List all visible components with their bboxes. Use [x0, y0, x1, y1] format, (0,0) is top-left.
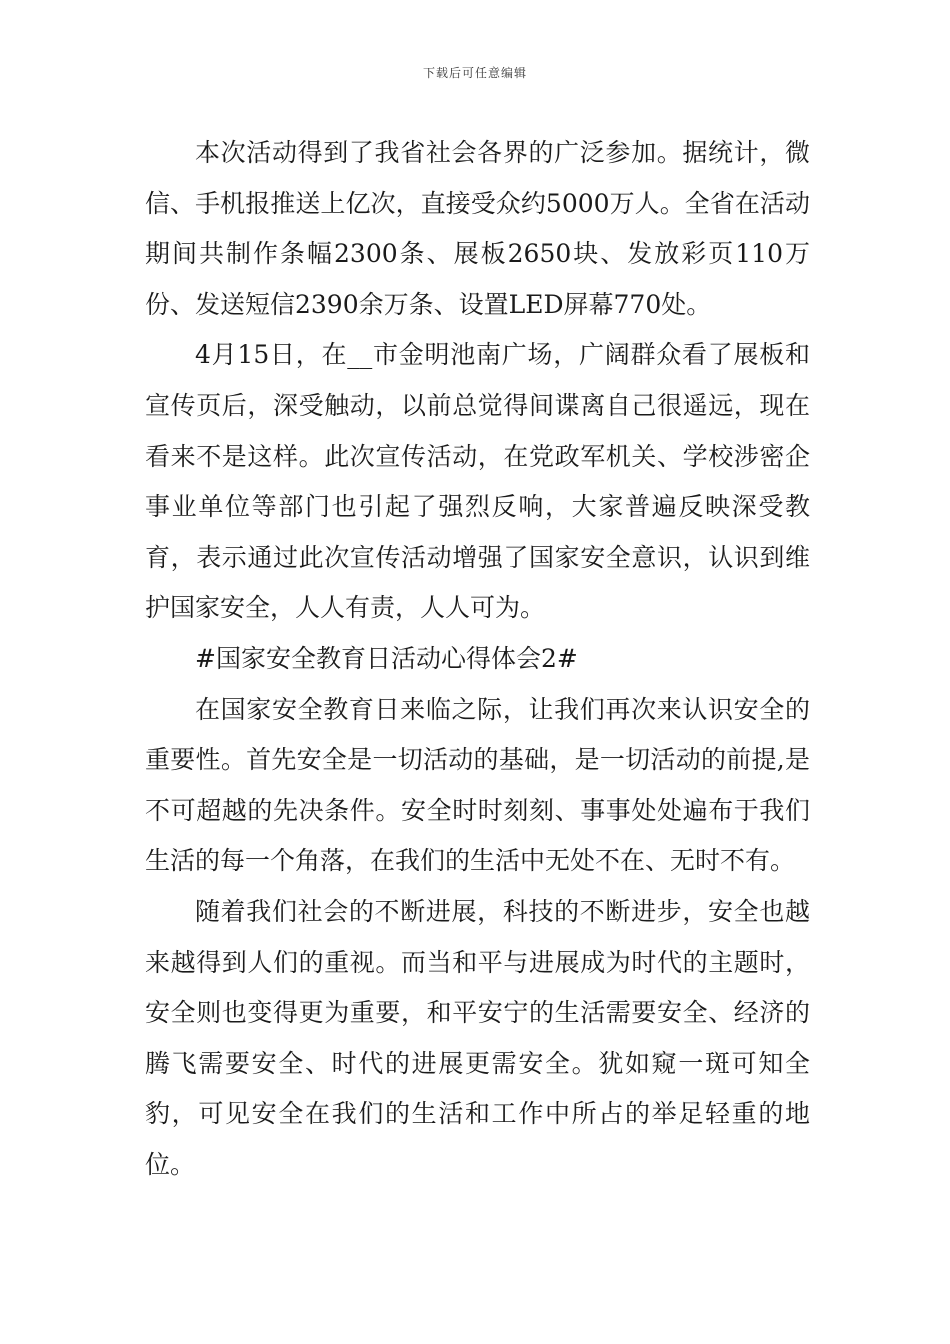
- paragraph-april-15: 4月15日，在__市金明池南广场，广阔群众看了展板和宣传页后，深受触动，以前总觉得间谍离自己很遥远，现在看来不是这样。此次宣传活动，在党政军机关、学校涉密企事业单位等部门也引起了强烈反响，大家普遍反映深受教育，表示通过此次宣传活动增强了国家安全意识，认识到维护国家安全，人人有责，人人可为。: [145, 340, 810, 623]
- paragraph-safety-importance: 在国家安全教育日来临之际，让我们再次来认识安全的重要性。首先安全是一切活动的基础，是一切活动的前提,是不可超越的先决条件。安全时时刻刻、事事处处遍布于我们生活的每一个角落，在我们的生活中无处不在、无时不有。: [145, 694, 810, 876]
- section-heading: #国家安全教育日活动心得体会2#: [195, 643, 578, 673]
- paragraph-social-progress: 随着我们社会的不断进展，科技的不断进步，安全也越来越得到人们的重视。而当和平与进展成为时代的主题时，安全则也变得更为重要，和平安宁的生活需要安全、经济的腾飞需要安全、时代的进展更需安全。犹如窥一斑可知全豹，可见安全在我们的生活和工作中所占的举足轻重的地位。: [145, 896, 810, 1179]
- header-note: 下载后可任意编辑: [422, 66, 527, 80]
- document-body: [145, 128, 810, 1190]
- paragraph-activity-stats: 本次活动得到了我省社会各界的广泛参加。据统计，微信、手机报推送上亿次，直接受众约5000万人。全省在活动期间共制作条幅2300条、展板2650块、发放彩页110万份、发送短信2390余万条、设置LED屏幕770处。: [145, 138, 810, 319]
